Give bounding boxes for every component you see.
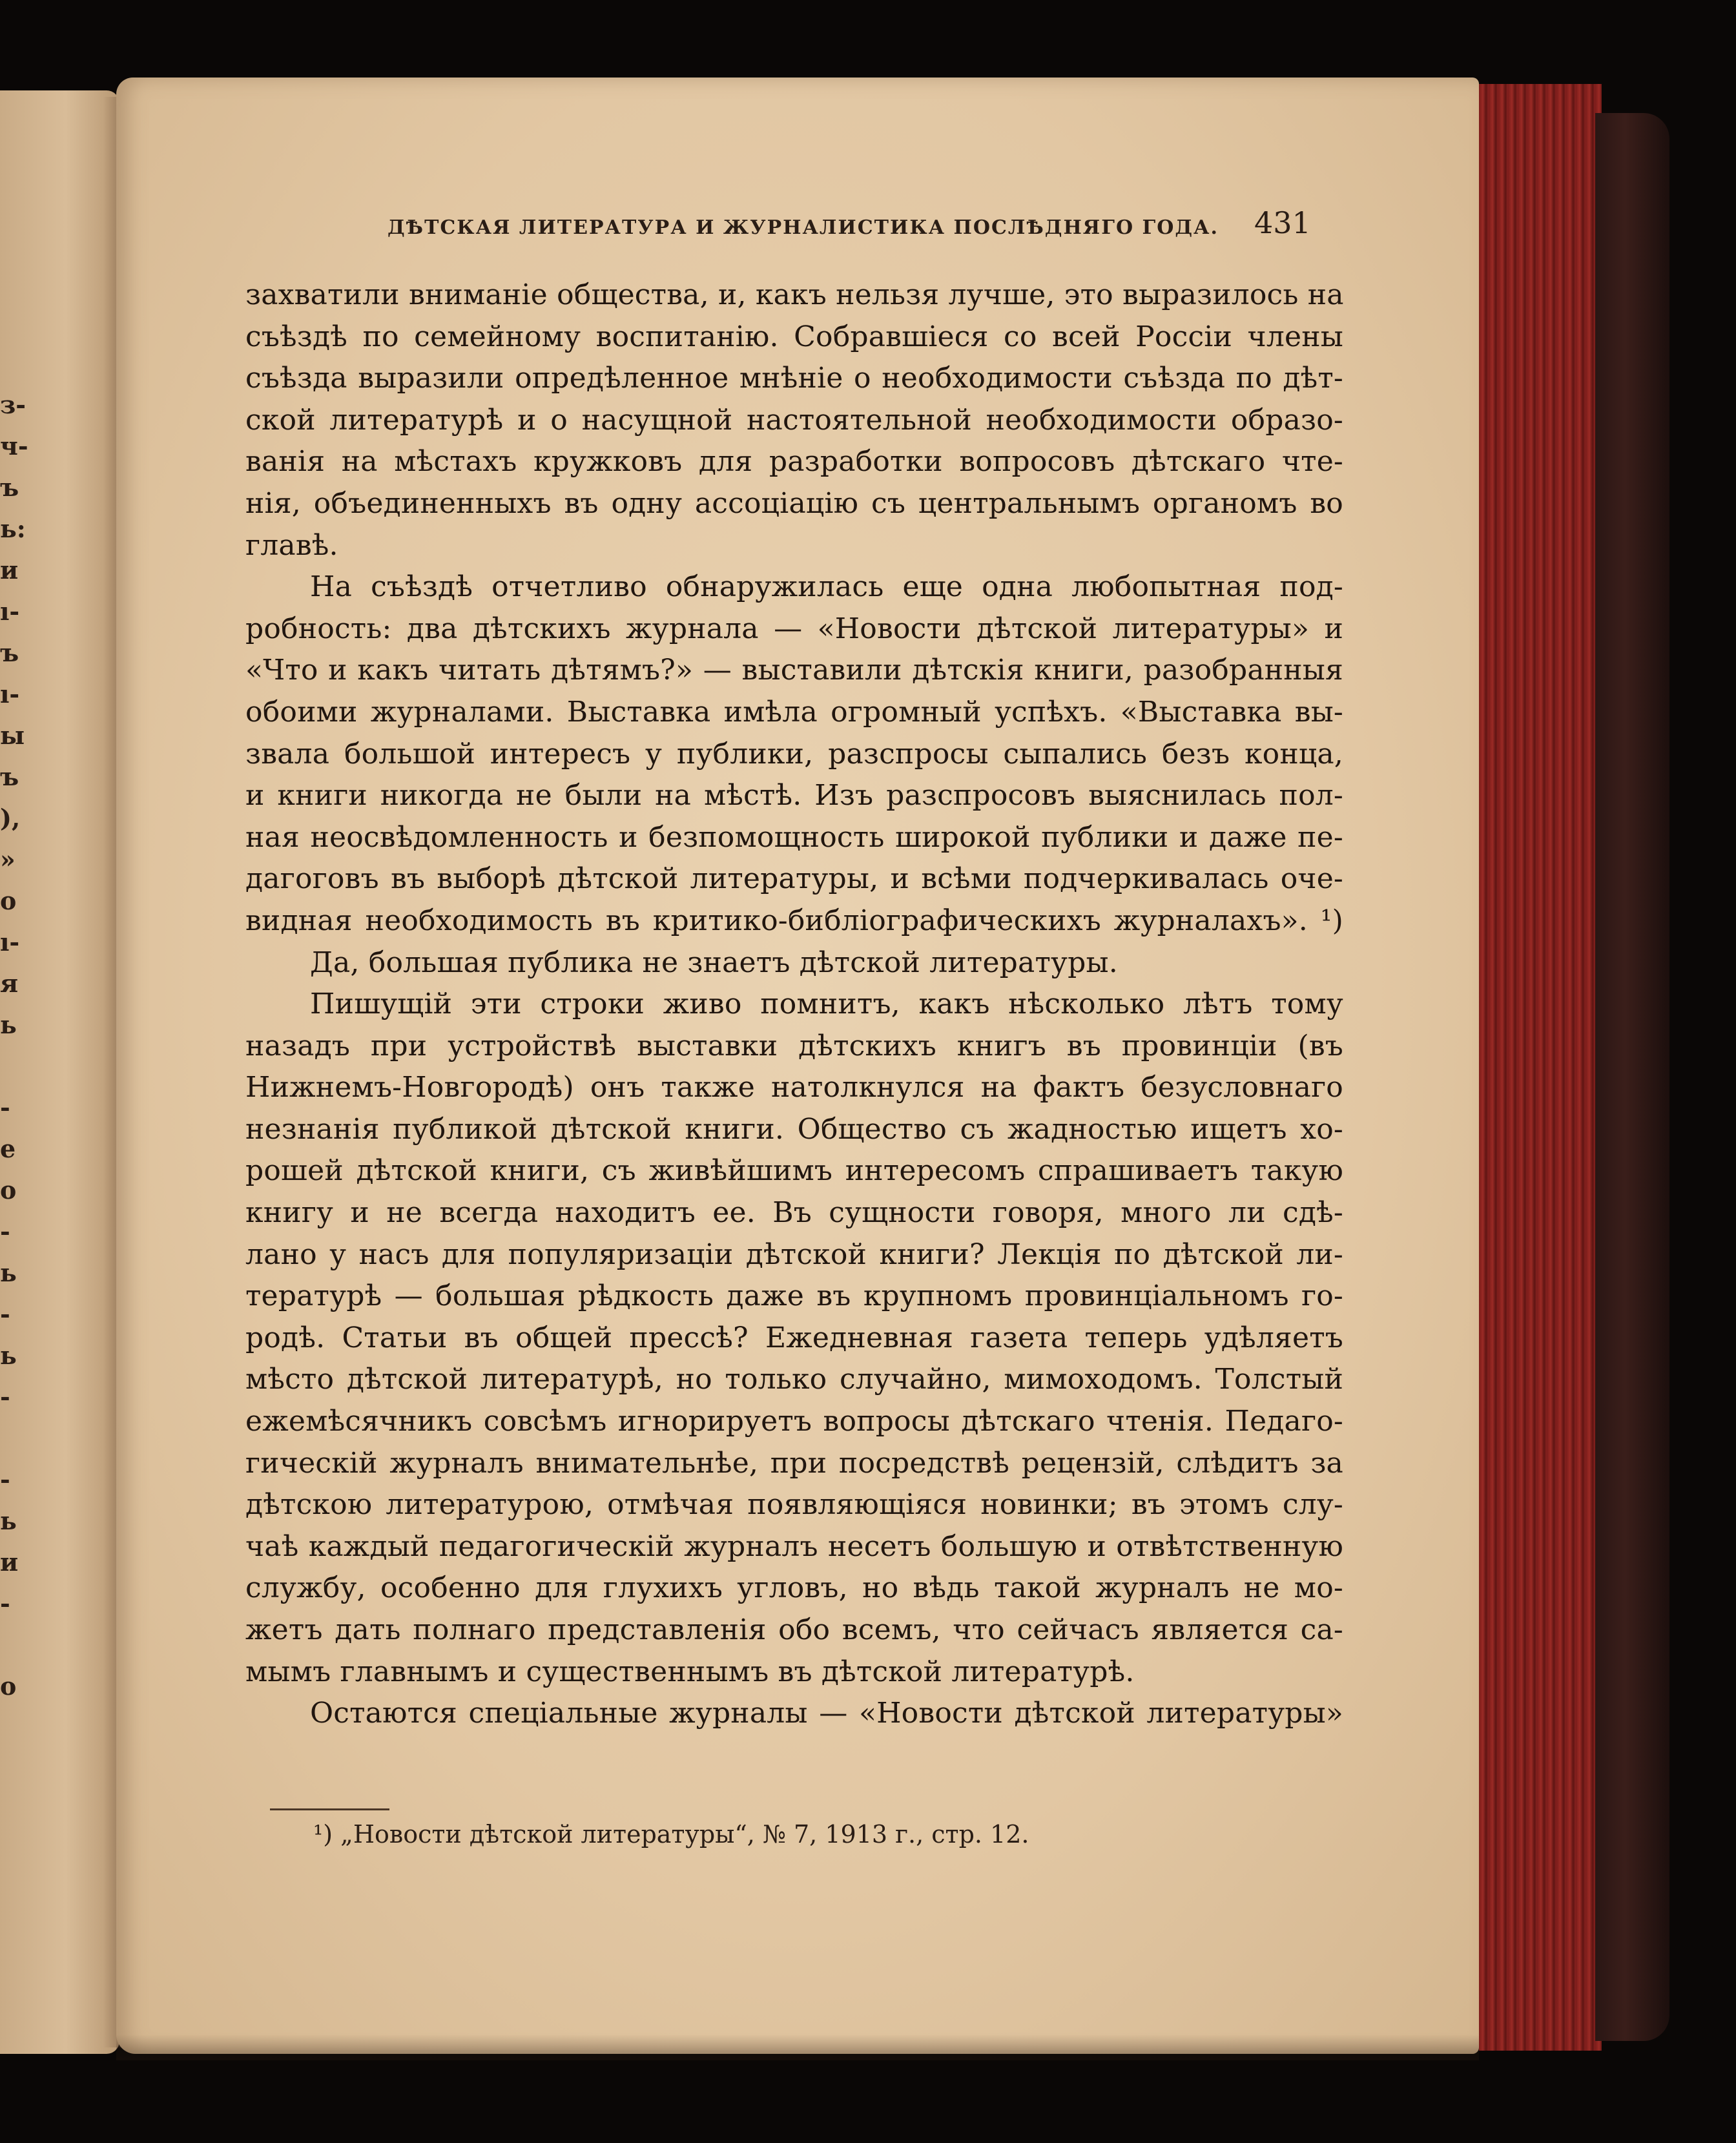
left-fragment: з- (0, 390, 26, 419)
footnote-divider (270, 1808, 389, 1810)
text-line: дѣтскою литературою, отмѣчая появляющіяся новинки; въ этомъ слу- (245, 1488, 1343, 1522)
left-fragment: - (0, 1589, 10, 1618)
text-line: ежемѣсячникъ совсѣмъ игнорируетъ вопросы дѣтскаго чтенія. Педаго- (245, 1405, 1343, 1438)
text-line: главѣ. (245, 528, 338, 562)
left-fragment: ъ (0, 473, 19, 502)
text-line: гическій журналъ внимательнѣе, при посредствѣ рецензій, слѣдитъ за (245, 1446, 1343, 1480)
left-fragment: ı- (0, 597, 20, 626)
text-line: захватили вниманіе общества, и, какъ нельзя лучше, это выразилось на (245, 278, 1344, 311)
text-line: дагоговъ въ выборѣ дѣтской литературы, и всѣми подчеркивалась оче- (245, 862, 1343, 896)
left-fragment: - (0, 1465, 10, 1494)
left-fragment: - (0, 1299, 10, 1329)
text-line: звала большой интересъ у публики, разспросы сыпались безъ конца, (245, 737, 1343, 771)
left-fragment: - (0, 1217, 10, 1246)
text-line: назадъ при устройствѣ выставки дѣтскихъ книгъ въ провинціи (въ (245, 1029, 1343, 1062)
text-line: чаѣ каждый педагогическій журналъ несетъ большую и отвѣтственную (245, 1529, 1343, 1563)
paragraph-start: Остаются спеціальные журналы — «Новости дѣтской литературы» (310, 1697, 1343, 1730)
text-line: мѣсто дѣтской литературѣ, но только случайно, мимоходомъ. Толстый (245, 1363, 1343, 1396)
left-fragment: ı- (0, 679, 20, 709)
text-line: мымъ главнымъ и существеннымъ въ дѣтской литературѣ. (245, 1655, 1135, 1688)
text-line: и книги никогда не были на мѣстѣ. Изъ разспросовъ выяснилась пол- (245, 779, 1343, 813)
left-fragment: е (0, 1134, 16, 1163)
left-fragment: ъ (0, 762, 19, 791)
left-fragment: о (0, 1175, 17, 1205)
left-fragment: я (0, 969, 19, 998)
text-line: рошей дѣтской книги, съ живѣйшимъ интересомъ спрашиваетъ такую (245, 1154, 1343, 1188)
text-line: ная неосвѣдомленность и безпомощность широкой публики и даже пе- (245, 820, 1343, 854)
text-line: обоими журналами. Выставка имѣла огромный успѣхъ. «Выставка вы- (245, 695, 1343, 729)
text-line: жетъ дать полнаго представленія обо всемъ, что сейчасъ является са- (245, 1613, 1343, 1646)
left-fragment (0, 1418, 19, 1459)
page-bottom-shadow (116, 2034, 1479, 2060)
left-fragment: » (0, 845, 16, 874)
footnote: ¹) „Новости дѣтской литературы“, № 7, 1913 г., стр. 12. (313, 1820, 1029, 1848)
text-line: съѣздѣ по семейному воспитанію. Собравшіеся со всей Россіи члены (245, 320, 1343, 353)
text-line: ванія на мѣстахъ кружковъ для разработки вопросовъ дѣтскаго чте- (245, 445, 1343, 479)
paragraph-start: Да, большая публика не знаетъ дѣтской литературы. (310, 946, 1118, 979)
left-fragment: ь (0, 1506, 17, 1535)
left-fragment: - (0, 1382, 10, 1411)
paragraph-start: На съѣздѣ отчетливо обнаружилась еще одна любопытная под- (310, 570, 1343, 604)
left-fragment (0, 1624, 19, 1666)
text-line: лано у насъ для популяризаціи дѣтской книги? Лекція по дѣтской ли- (245, 1237, 1343, 1271)
book-cover-edge (1595, 113, 1669, 2041)
text-line: тературѣ — большая рѣдкость даже въ крупномъ провинціальномъ го- (245, 1279, 1343, 1313)
text-line: видная необходимость въ критико-библіографическихъ журналахъ». ¹) (245, 904, 1343, 937)
left-fragment: ь (0, 1341, 17, 1370)
left-fragment: ь (0, 1258, 17, 1287)
text-line: робность: два дѣтскихъ журнала — «Новости дѣтской литературы» и (245, 612, 1343, 645)
text-line: ской литературѣ и о насущной настоятельной необходимости образо- (245, 403, 1343, 437)
book-page-edges (1479, 84, 1602, 2051)
paragraph-start: Пишущій эти строки живо помнитъ, какъ нѣсколько лѣтъ тому (310, 988, 1343, 1021)
left-fragment: о (0, 1672, 17, 1701)
left-fragment: ч- (0, 431, 28, 461)
left-fragment: о (0, 886, 17, 915)
left-page (0, 90, 119, 2054)
left-fragment: и (0, 1548, 19, 1577)
left-fragment (0, 1046, 19, 1087)
left-fragment: ), (0, 803, 21, 833)
left-fragment: и (0, 555, 19, 585)
left-fragment: ъ (0, 638, 19, 667)
text-line: родѣ. Статьи въ общей прессѣ? Ежедневная газета теперь удѣляетъ (245, 1321, 1343, 1354)
page-number: 431 (1254, 205, 1311, 240)
left-page-text-fragments (0, 384, 28, 1707)
text-line: незнанія публикой дѣтской книги. Общество съ жадностью ищетъ хо- (245, 1112, 1343, 1146)
text-line: книгу и не всегда находитъ ее. Въ сущности говоря, много ли сдѣ- (245, 1196, 1343, 1230)
text-line: нія, объединенныхъ въ одну ассоціацію съ центральнымъ органомъ во (245, 486, 1343, 520)
running-header: ДѢТСКАЯ ЛИТЕРАТУРА И ЖУРНАЛИСТИКА ПОСЛѢДНЯГО ГОДА. (388, 216, 1219, 239)
text-line: Нижнемъ-Новгородѣ) онъ также натолкнулся на фактъ безусловнаго (245, 1071, 1343, 1104)
text-line: «Что и какъ читать дѣтямъ?» — выставили дѣтскія книги, разобранныя (245, 654, 1343, 687)
left-fragment: - (0, 1093, 10, 1122)
text-line: службу, особенно для глухихъ угловъ, но вѣдь такой журналъ не мо- (245, 1571, 1343, 1605)
left-fragment: ь (0, 1010, 17, 1039)
text-line: съѣзда выразили опредѣленное мнѣніе о необходимости съѣзда по дѣт- (245, 362, 1343, 395)
left-fragment: ı- (0, 927, 20, 957)
left-fragment: ы (0, 721, 25, 750)
body-text (245, 274, 1343, 1735)
left-fragment: ь: (0, 514, 26, 543)
